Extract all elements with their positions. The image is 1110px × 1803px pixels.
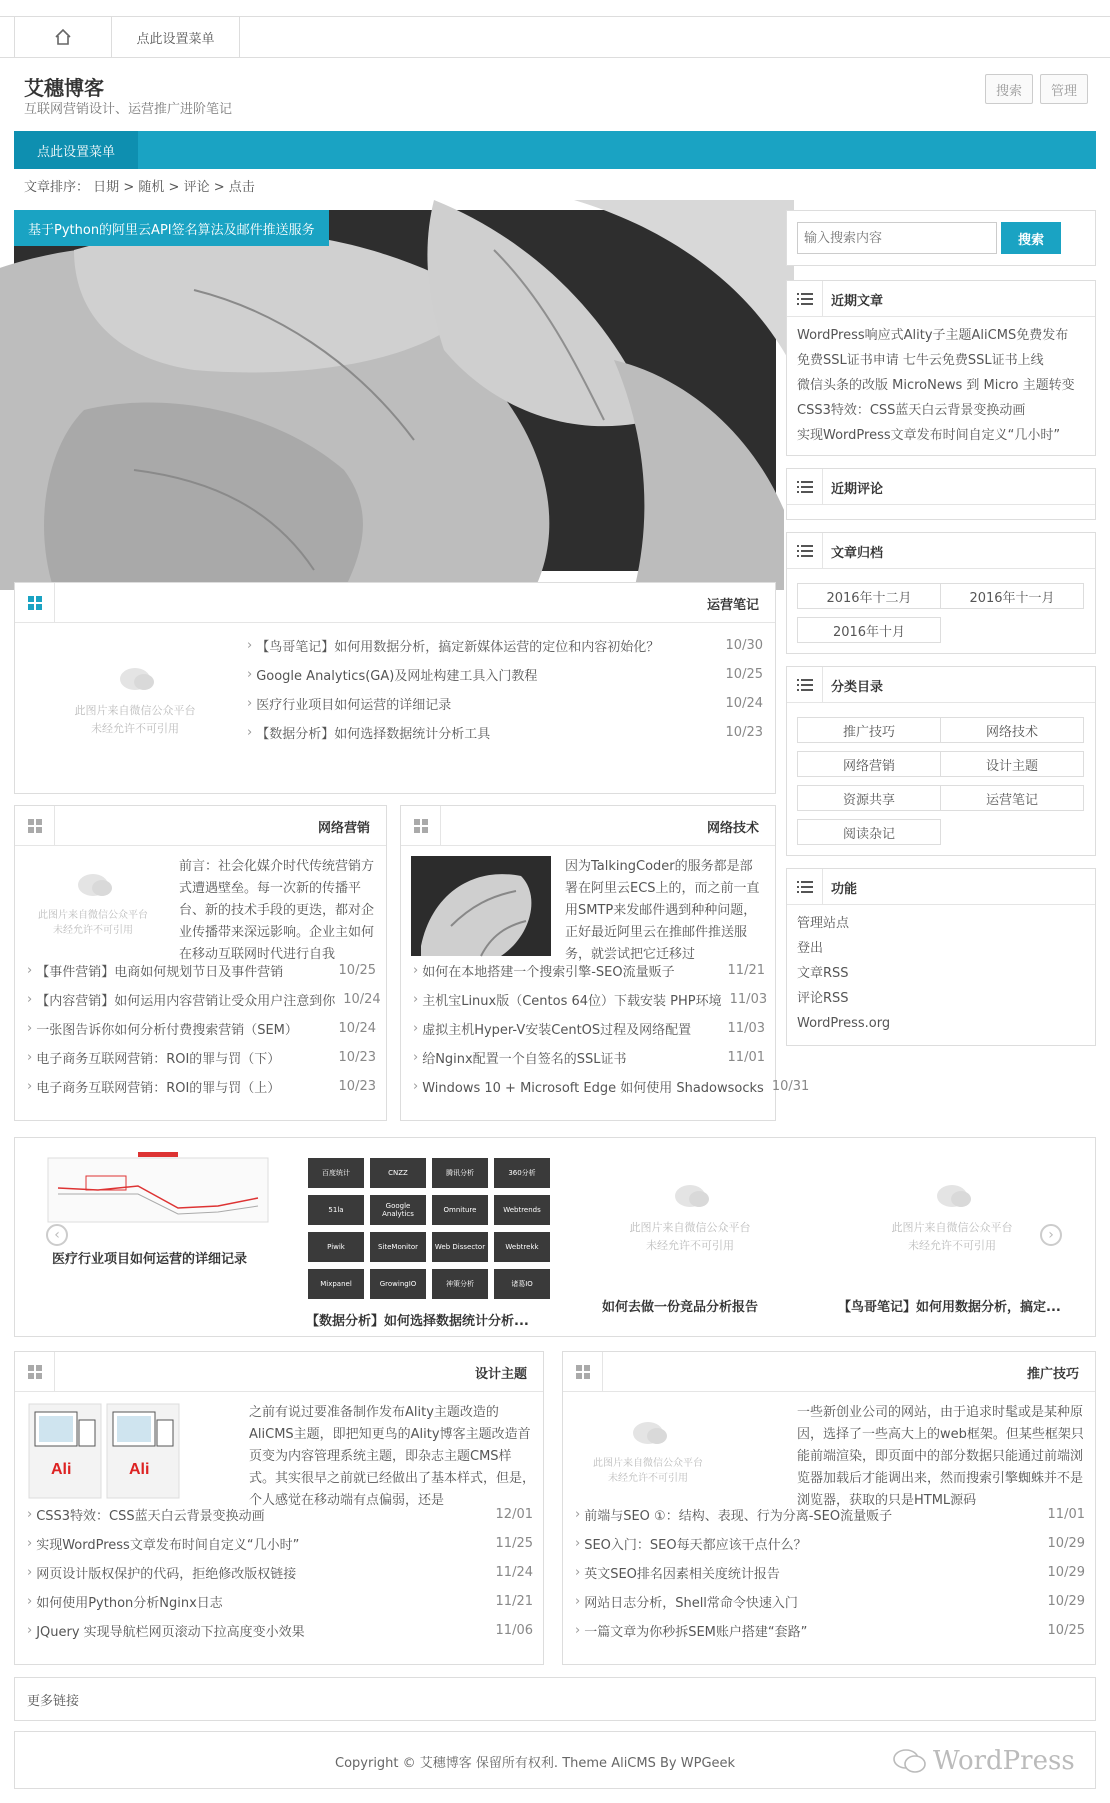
list-item[interactable]: › 【事件营销】电商如何规划节日及事件营销 10/25 [27,963,376,980]
archive-link[interactable]: 2016年十一月 [940,583,1084,609]
list-item[interactable]: › 主机宝Linux版（Centos 64位）下载安装 PHP环境 11/03 [413,992,768,1009]
list-item[interactable]: › JQuery 实现导航栏网页滚动下拉高度变小效果 11/06 [27,1623,533,1640]
logo-tile: Webtrekk [494,1232,550,1262]
nav-menu-item[interactable]: 点此设置菜单 [14,131,138,169]
archives-widget [786,532,1096,654]
grid-icon [15,583,55,623]
list-icon [787,533,823,569]
wechat-icon [937,1185,967,1207]
list-item[interactable]: › 英文SEO排名因素相关度统计报告 10/29 [575,1565,1085,1582]
copyright-line [335,1752,735,1771]
carousel-caption[interactable]: 【数据分析】如何选择数据统计分析... [306,1314,529,1329]
recent-post-link[interactable]: 微信头条的改版 MicroNews 到 Micro 主题转变 [797,378,1075,393]
list-item[interactable]: › 电子商务互联网营销：ROI的罪与罚（上） 10/23 [27,1079,376,1096]
sidebar-search [786,210,1096,266]
placeholder-text: 未经允许不可引用 [91,722,179,735]
logo-tile: 神策分析 [432,1269,488,1299]
more-links-bar [14,1677,1096,1721]
carousel-prev-icon[interactable]: ‹ [46,1224,68,1246]
placeholder-text: 此图片来自微信公众平台 [38,910,148,921]
sort-label: 文章排序： [24,180,90,195]
category-link[interactable]: 设计主题 [940,751,1084,777]
logo-tile: CNZZ [370,1158,426,1188]
sort-separator: > [213,180,225,195]
wordpress-watermark: WordPress [893,1746,1075,1776]
meta-link[interactable]: 评论RSS [797,991,849,1006]
featured-slider[interactable] [14,210,776,571]
copyright-text: Copyright © 艾穗博客 保留所有权利. [335,1756,559,1771]
meta-link[interactable]: 文章RSS [797,966,849,981]
placeholder-text: 未经允许不可引用 [608,1473,688,1484]
carousel-caption[interactable]: 【鸟哥笔记】如何用数据分析，搞定... [838,1300,1061,1315]
logo-tile: Mixpanel [308,1269,364,1299]
sort-random[interactable]: 随机 [138,180,165,195]
logo-tile: 诸葛IO [494,1269,550,1299]
categories-widget [786,666,1096,856]
list-item[interactable]: › 给Nginx配置一个自签名的SSL证书 11/01 [413,1050,765,1067]
widget-title: 近期评论 [831,481,884,497]
list-icon [787,469,823,505]
list-item[interactable]: › 虚拟主机Hyper-V安装CentOS过程及网络配置 11/03 [413,1021,765,1038]
list-item[interactable]: › 【内容营销】如何运用内容营销让受众用户注意到你 10/24 [27,992,381,1009]
widget-title: 文章归档 [831,545,884,561]
widget-title: 功能 [831,881,858,897]
site-description: 互联网营销设计、运营推广进阶笔记 [24,102,233,117]
widget-title: 近期文章 [831,293,884,309]
post-excerpt: 一些新创业公司的网站，由于追求时髦或是某种原因，选择了一些高大上的web框架。但某些框架只能前端渲染，即页面中的部分数据只能通过前端浏览器加载后才能调出来，然而搜索引擎蜘蛛并不是浏览器，获取的只是HTML源码 [797,1405,1084,1508]
list-icon [787,869,823,905]
theme-prefix: Theme [562,1756,608,1771]
carousel-thumbnail-chart[interactable] [38,1148,278,1232]
sort-comments[interactable]: 评论 [183,180,210,195]
post-list [247,631,763,747]
sort-bar [24,176,255,195]
archive-link[interactable]: 2016年十二月 [797,583,941,609]
search-input[interactable] [797,222,997,254]
category-link[interactable]: 阅读杂记 [797,819,941,845]
list-item[interactable]: › 医疗行业项目如何运营的详细记录 10/24 [247,696,763,713]
sort-date[interactable]: 日期 [93,180,120,195]
meta-widget [786,868,1096,1046]
post-list [575,1500,1085,1645]
section-title[interactable]: 设计主题 [474,1366,527,1382]
logo-tile: SiteMonitor [370,1232,426,1262]
widget-title: 分类目录 [831,679,884,695]
recent-post-link[interactable]: CSS3特效：CSS蓝天白云背景变换动画 [797,403,1026,418]
post-excerpt: 之前有说过要准备制作发布Ality主题改造的AliCMS主题，即把知更鸟的Ality博客主题改造首页变为内容管理系统主题，即杂志主题CMS样式。其实很早之前就已经做出了基本样式，但是，个人感觉在移动端有点偏弱，还是 [249,1405,536,1508]
section-title[interactable]: 推广技巧 [1026,1366,1079,1382]
category-link[interactable]: 网络技术 [940,717,1084,743]
list-icon [787,667,823,703]
grid-icon [15,1352,55,1392]
slide-image [14,210,776,571]
carousel-caption[interactable]: 如何去做一份竞品分析报告 [602,1300,759,1315]
wechat-icon [893,1748,927,1774]
list-item[interactable]: › 网站日志分析，Shell常命令快速入门 10/29 [575,1594,1085,1611]
list-item[interactable]: › 一张图告诉你如何分析付费搜索营销（SEM） 10/24 [27,1021,376,1038]
post-excerpt: 因为TalkingCoder的服务都是部署在阿里云ECS上的，而之前一直用SMTP来发邮件遇到种种问题，正好最近阿里云在推邮件推送服务，就尝试把它迁移过 [565,859,760,962]
recent-post-link[interactable]: WordPress响应式Ality子主题AliCMS免费发布 [797,328,1069,343]
list-item[interactable]: › 如何在本地搭建一个搜索引擎-SEO流量贩子 11/21 [413,963,765,980]
list-icon [787,281,823,317]
wechat-icon [78,874,108,896]
svg-text:Ali: Ali [51,1461,72,1478]
slide-caption[interactable]: 基于Python的阿里云API签名算法及邮件推送服务 [14,210,329,246]
carousel-next-icon[interactable]: › [1040,1224,1062,1246]
image-placeholder [590,1170,790,1270]
recent-posts-list [797,323,1085,448]
list-item[interactable]: › Windows 10 + Microsoft Edge 如何使用 Shadowsocks 10/31 [413,1079,810,1096]
section-title[interactable]: 网络技术 [706,820,759,836]
post-list [27,1500,533,1645]
list-item[interactable]: › Google Analytics(GA)及网址构建工具入门教程 10/25 [247,667,763,684]
meta-link[interactable]: WordPress.org [797,1016,891,1031]
post-thumbnail[interactable] [25,1402,195,1502]
meta-link[interactable]: 登出 [797,941,824,956]
post-list [27,956,381,1101]
archive-link[interactable]: 2016年十月 [797,617,941,643]
recent-comments-widget [786,468,1096,520]
placeholder-text: 此图片来自微信公众平台 [593,1458,703,1469]
marketing-section [14,805,387,1121]
recent-post-link[interactable]: 实现WordPress文章发布时间自定义“几小时” [797,428,1061,443]
ops-notes-section [14,582,776,794]
post-list [413,956,810,1101]
logo-tile: Piwik [308,1232,364,1262]
theme-section [14,1351,544,1665]
placeholder-text: 未经允许不可引用 [53,925,133,936]
carousel-thumbnail-logos[interactable] [308,1158,560,1300]
logo-tile: Google Analytics [370,1195,426,1225]
list-item[interactable]: › 实现WordPress文章发布时间自定义“几小时” 11/25 [27,1536,533,1553]
home-icon[interactable] [14,17,112,57]
list-item[interactable]: › 【数据分析】如何选择数据统计分析工具 10/23 [247,725,763,742]
category-link[interactable]: 网络营销 [797,751,941,777]
logo-tile: 360分析 [494,1158,550,1188]
site-title[interactable]: 艾穗博客 [24,76,104,100]
header-search-button[interactable]: 搜索 [985,74,1033,104]
top-menu-link[interactable]: 点此设置菜单 [112,17,240,57]
list-item[interactable]: › 一篇文章为你秒拆SEM账户搭建“套路” 10/25 [575,1623,1085,1640]
placeholder-text: 未经允许不可引用 [646,1239,734,1252]
grid-icon [563,1352,603,1392]
sort-separator: > [168,180,180,195]
post-thumbnail[interactable] [411,856,551,956]
image-placeholder [573,1404,723,1504]
logo-tile: 腾讯分析 [432,1158,488,1188]
recent-post-link[interactable]: 免费SSL证书申请 七牛云免费SSL证书上线 [797,353,1044,368]
more-links-label[interactable]: 更多链接 [27,1693,80,1709]
author-link[interactable]: WPGeek [680,1756,736,1771]
logo-tile: GrowingIO [370,1269,426,1299]
logo-tile: 51la [308,1195,364,1225]
section-title[interactable]: 网络营销 [317,820,370,836]
promo-section [562,1351,1096,1665]
tech-section [400,805,810,1121]
svg-text:Ali: Ali [129,1461,150,1478]
header-manage-button[interactable]: 管理 [1040,74,1088,104]
sort-separator: > [123,180,135,195]
main-nav [14,131,1096,169]
logo-tile: Web Dissector [432,1232,488,1262]
post-excerpt: 前言：社会化媒介时代传统营销方式遭遇壁垒。每一次新的传播平台、新的技术手段的更迭，都对企业传播带来深远影响。企业主如何在移动互联网时代进行自我 [179,859,375,962]
site-footer [14,1731,1096,1789]
logo-tile: 百度统计 [308,1158,364,1188]
carousel-caption[interactable]: 医疗行业项目如何运营的详细记录 [52,1252,248,1267]
list-item[interactable]: › 如何使用Python分析Nginx日志 11/21 [27,1594,533,1611]
category-link[interactable]: 推广技巧 [797,717,941,743]
list-item[interactable]: › SEO入门：SEO每天都应该干点什么？ 10/29 [575,1536,1085,1553]
meta-link[interactable]: 管理站点 [797,916,850,931]
top-bar [0,16,1110,58]
by-text: By [660,1756,677,1771]
section-title[interactable]: 运营笔记 [706,597,759,613]
recent-posts-widget [786,280,1096,456]
placeholder-text: 未经允许不可引用 [908,1239,996,1252]
search-submit-button[interactable]: 搜索 [1001,222,1061,254]
list-item[interactable]: › 【鸟哥笔记】如何用数据分析，搞定新媒体运营的定位和内容初始化？ 10/30 [247,638,763,655]
wechat-icon [633,1422,663,1444]
meta-list [797,911,1085,1036]
theme-link[interactable]: AliCMS [611,1756,656,1771]
placeholder-text: 此图片来自微信公众平台 [629,1221,751,1234]
list-item[interactable]: › CSS3特效：CSS蓝天白云背景变换动画 12/01 [27,1507,533,1524]
image-placeholder [852,1170,1052,1270]
wechat-icon [675,1185,705,1207]
category-link[interactable]: 资源共享 [797,785,941,811]
logo-tile: Webtrends [494,1195,550,1225]
wechat-icon [120,668,150,690]
grid-icon [15,806,55,846]
list-item[interactable]: › 网页设计版权保护的代码，拒绝修改版权链接 11/24 [27,1565,533,1582]
sort-clicks[interactable]: 点击 [228,180,255,195]
image-placeholder [35,643,235,763]
placeholder-text: 此图片来自微信公众平台 [891,1221,1013,1234]
category-link[interactable]: 运营笔记 [940,785,1084,811]
placeholder-text: 此图片来自微信公众平台 [74,704,196,717]
logo-tile: Omniture [432,1195,488,1225]
list-item[interactable]: › 电子商务互联网营销：ROI的罪与罚（下） 10/23 [27,1050,376,1067]
list-item[interactable]: › 前端与SEO ①：结构、表现、行为分离-SEO流量贩子 11/01 [575,1507,1085,1524]
image-placeholder [23,856,163,956]
grid-icon [401,806,441,846]
